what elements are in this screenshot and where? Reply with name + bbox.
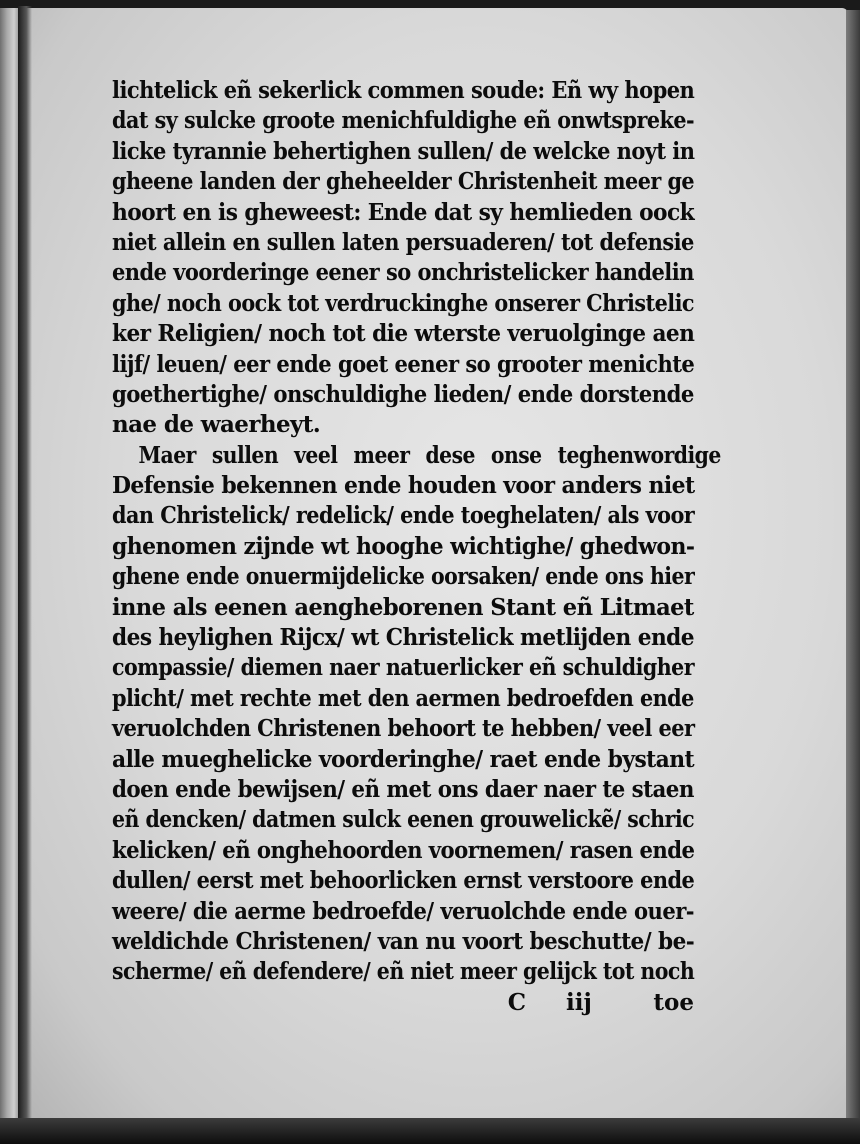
text-line: inne als eenen aengheborenen Stant eñ Litmaet: [112, 593, 694, 621]
text-line: licke tyrannie behertighen sullen/ de welcke noyt in: [112, 137, 695, 165]
text-line: veruolchden Christenen behoort te hebben/ veel eer: [112, 715, 695, 743]
text-line-paragraph-start: Maer sullen veel meer dese onse teghenwordige: [138, 441, 721, 469]
text-line: ker Religien/ noch tot die wterste veruolginge aen: [112, 320, 695, 348]
signature-letter: C: [507, 988, 526, 1016]
text-line: dan Christelick/ redelick/ ende toeghelaten/ als voor: [112, 502, 695, 530]
text-line: lichtelick eñ sekerlick commen soude: Eñ wy hopen: [112, 77, 695, 104]
text-line: gheene landen der gheheelder Christenheit meer ge: [112, 168, 695, 196]
text-line: weldichde Christenen/ van nu voort beschutte/ be-: [112, 927, 695, 955]
catchword: toe: [653, 988, 694, 1016]
text-line: niet allein en sullen laten persuaderen/ tot defensie: [112, 228, 694, 256]
text-line: doen ende bewijsen/ eñ met ons daer naer te staen: [112, 775, 694, 803]
text-line: Defensie bekennen ende houden voor anders niet: [112, 472, 695, 500]
text-line: dat sy sulcke groote menichfuldighe eñ onwtspreke-: [112, 107, 695, 135]
text-line: alle mueghelicke voorderinghe/ raet ende bystant: [112, 745, 695, 773]
text-line: ghenomen zijnde wt hooghe wichtighe/ ghedwon-: [112, 532, 695, 560]
page-right-edge: [846, 10, 860, 1120]
text-line: ghene ende onuermijdelicke oorsaken/ ende ons hier: [112, 563, 695, 591]
text-line: lijf/ leuen/ eer ende goet eener so grooter menichte: [112, 350, 695, 378]
signature-line: [112, 988, 694, 1018]
text-line: kelicken/ eñ onghehoorden voornemen/ rasen ende: [112, 836, 695, 864]
text-line: scherme/ eñ defendere/ eñ niet meer gelijck tot noch: [112, 958, 695, 986]
text-line: goethertighe/ onschuldighe lieden/ ende dorstende: [112, 380, 694, 408]
text-line: eñ dencken/ datmen sulck eenen grouwelickẽ/ schric: [112, 806, 695, 834]
signature-number: iij: [566, 988, 592, 1016]
text-line: compassie/ diemen naer natuerlicker eñ schuldigher: [112, 654, 694, 682]
signature-mark: [508, 988, 638, 1018]
bottom-shadow: [0, 1118, 860, 1144]
text-line: des heylighen Rijcx/ wt Christelick metlijden ende: [112, 624, 695, 652]
gutter-shadow: [18, 6, 32, 1124]
text-line: ghe/ noch oock tot verdruckinghe onserer Christelic: [112, 289, 695, 317]
text-line-paragraph-end: nae de waerheyt.: [112, 411, 321, 439]
text-line: hoort en is gheweest: Ende dat sy hemlieden oock: [112, 198, 695, 226]
text-line: plicht/ met rechte met den aermen bedroefden ende: [112, 684, 694, 712]
text-line: ende voorderinge eener so onchristelicker handelin: [112, 259, 694, 287]
text-line: weere/ die aerme bedroefde/ veruolchde ende ouer-: [112, 897, 695, 925]
body-text: [112, 76, 721, 1018]
text-line: dullen/ eerst met behoorlicken ernst verstoore ende: [112, 867, 695, 895]
